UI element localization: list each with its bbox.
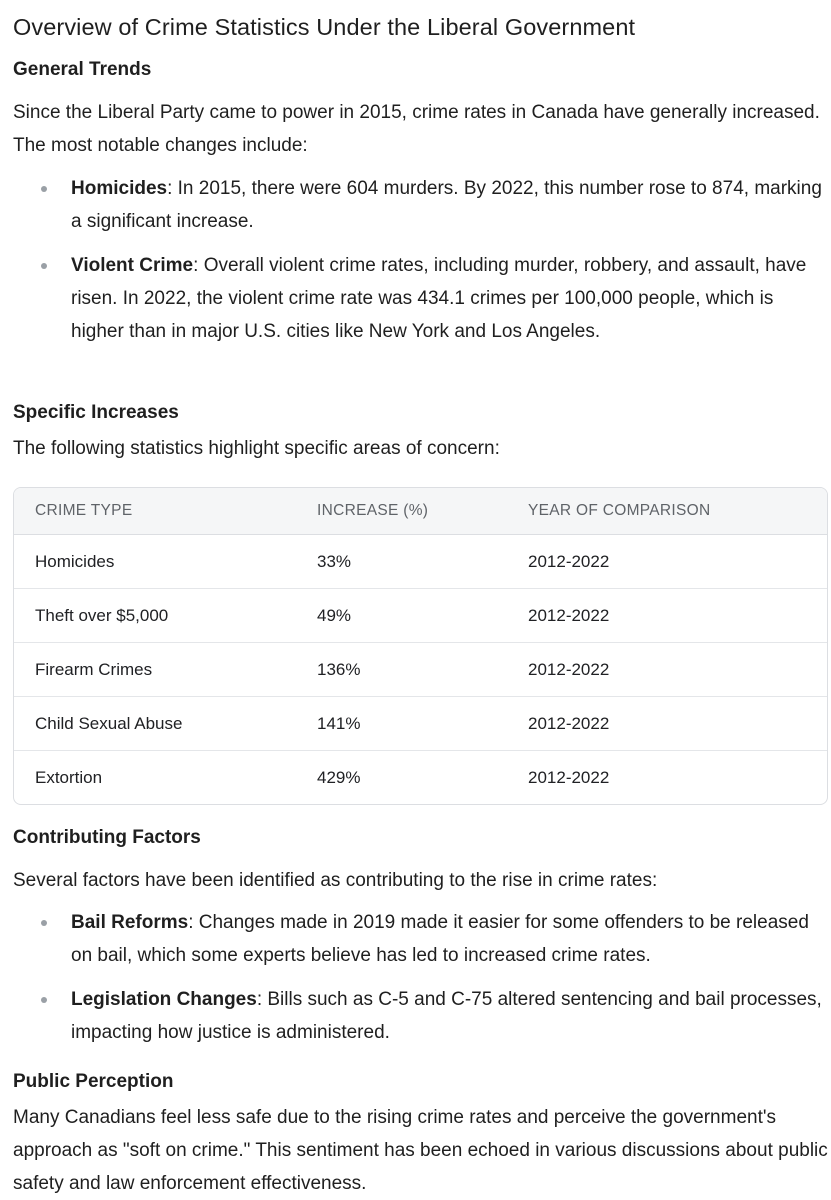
table-row bbox=[14, 535, 827, 589]
cell-increase: 136% bbox=[296, 643, 507, 697]
cell-increase: 141% bbox=[296, 697, 507, 751]
bullet-dot-icon bbox=[41, 997, 47, 1003]
cell-crime-type: Firearm Crimes bbox=[14, 643, 296, 697]
column-header-increase: INCREASE (%) bbox=[296, 488, 507, 535]
list-item-label: Violent Crime bbox=[71, 255, 194, 276]
crime-statistics-table bbox=[13, 487, 828, 805]
cell-crime-type: Homicides bbox=[14, 535, 296, 589]
list-item-text: : Changes made in 2019 made it easier for some offenders to be released on bail, which some experts believe has led to increased crime rates. bbox=[71, 912, 809, 966]
list-item-text: : Bills such as C-5 and C-75 altered sentencing and bail processes, impacting how justice is administered. bbox=[71, 989, 822, 1043]
cell-year: 2012-2022 bbox=[528, 767, 610, 787]
list-item-text: : In 2015, there were 604 murders. By 2022, this number rose to 874, marking a significant increase. bbox=[71, 178, 822, 232]
cell-crime-type: Theft over $5,000 bbox=[14, 589, 296, 643]
bullet-dot-icon bbox=[41, 263, 47, 269]
table-row bbox=[14, 697, 827, 751]
specific-increases-intro: The following statistics highlight specific areas of concern: bbox=[13, 438, 500, 459]
table-row bbox=[14, 751, 827, 805]
section-heading-specific-increases: Specific Increases bbox=[13, 402, 179, 423]
general-trends-intro: Since the Liberal Party came to power in 2015, crime rates in Canada have generally increased. The most notable changes include: bbox=[13, 102, 820, 156]
list-item bbox=[13, 249, 828, 348]
cell-increase: 429% bbox=[317, 767, 361, 787]
cell-year: 2012-2022 bbox=[507, 589, 827, 643]
bullet-dot-icon bbox=[41, 920, 47, 926]
list-item bbox=[13, 983, 828, 1049]
general-trends-list bbox=[13, 172, 828, 359]
list-item bbox=[13, 172, 828, 238]
cell-crime-type: Extortion bbox=[35, 767, 103, 787]
contributing-factors-intro: Several factors have been identified as contributing to the rise in crime rates: bbox=[13, 870, 658, 891]
contributing-factors-list bbox=[13, 906, 828, 1060]
list-item-label: Bail Reforms bbox=[71, 912, 189, 933]
page-title: Overview of Crime Statistics Under the Liberal Government bbox=[13, 14, 636, 40]
table-row bbox=[14, 589, 827, 643]
cell-year: 2012-2022 bbox=[507, 697, 827, 751]
list-item-text: : Overall violent crime rates, including murder, robbery, and assault, have risen. In 2022, the violent crime rate was 434.1 crimes per 100,000 people, which is higher than in major U.S. cities like New York and Los Angeles. bbox=[71, 255, 807, 342]
section-heading-contributing-factors: Contributing Factors bbox=[13, 827, 201, 848]
cell-year: 2012-2022 bbox=[507, 535, 827, 589]
bullet-dot-icon bbox=[41, 186, 47, 192]
cell-increase: 33% bbox=[296, 535, 507, 589]
section-heading-general-trends: General Trends bbox=[13, 59, 152, 80]
column-header-year: YEAR OF COMPARISON bbox=[507, 488, 827, 535]
column-header-crime-type: CRIME TYPE bbox=[14, 488, 296, 535]
table-header-row bbox=[14, 488, 827, 535]
section-heading-public-perception: Public Perception bbox=[13, 1071, 174, 1092]
list-item-label: Legislation Changes bbox=[71, 989, 257, 1010]
list-item bbox=[13, 906, 828, 972]
table-row bbox=[14, 643, 827, 697]
list-item-label: Homicides bbox=[71, 178, 168, 199]
cell-year: 2012-2022 bbox=[507, 643, 827, 697]
cell-crime-type: Child Sexual Abuse bbox=[14, 697, 296, 751]
cell-increase: 49% bbox=[296, 589, 507, 643]
public-perception-text: Many Canadians feel less safe due to the rising crime rates and perceive the government's approach as "soft on crime." This sentiment has been echoed in various discussions about public safety and law enforcement effectiveness. bbox=[13, 1107, 828, 1194]
